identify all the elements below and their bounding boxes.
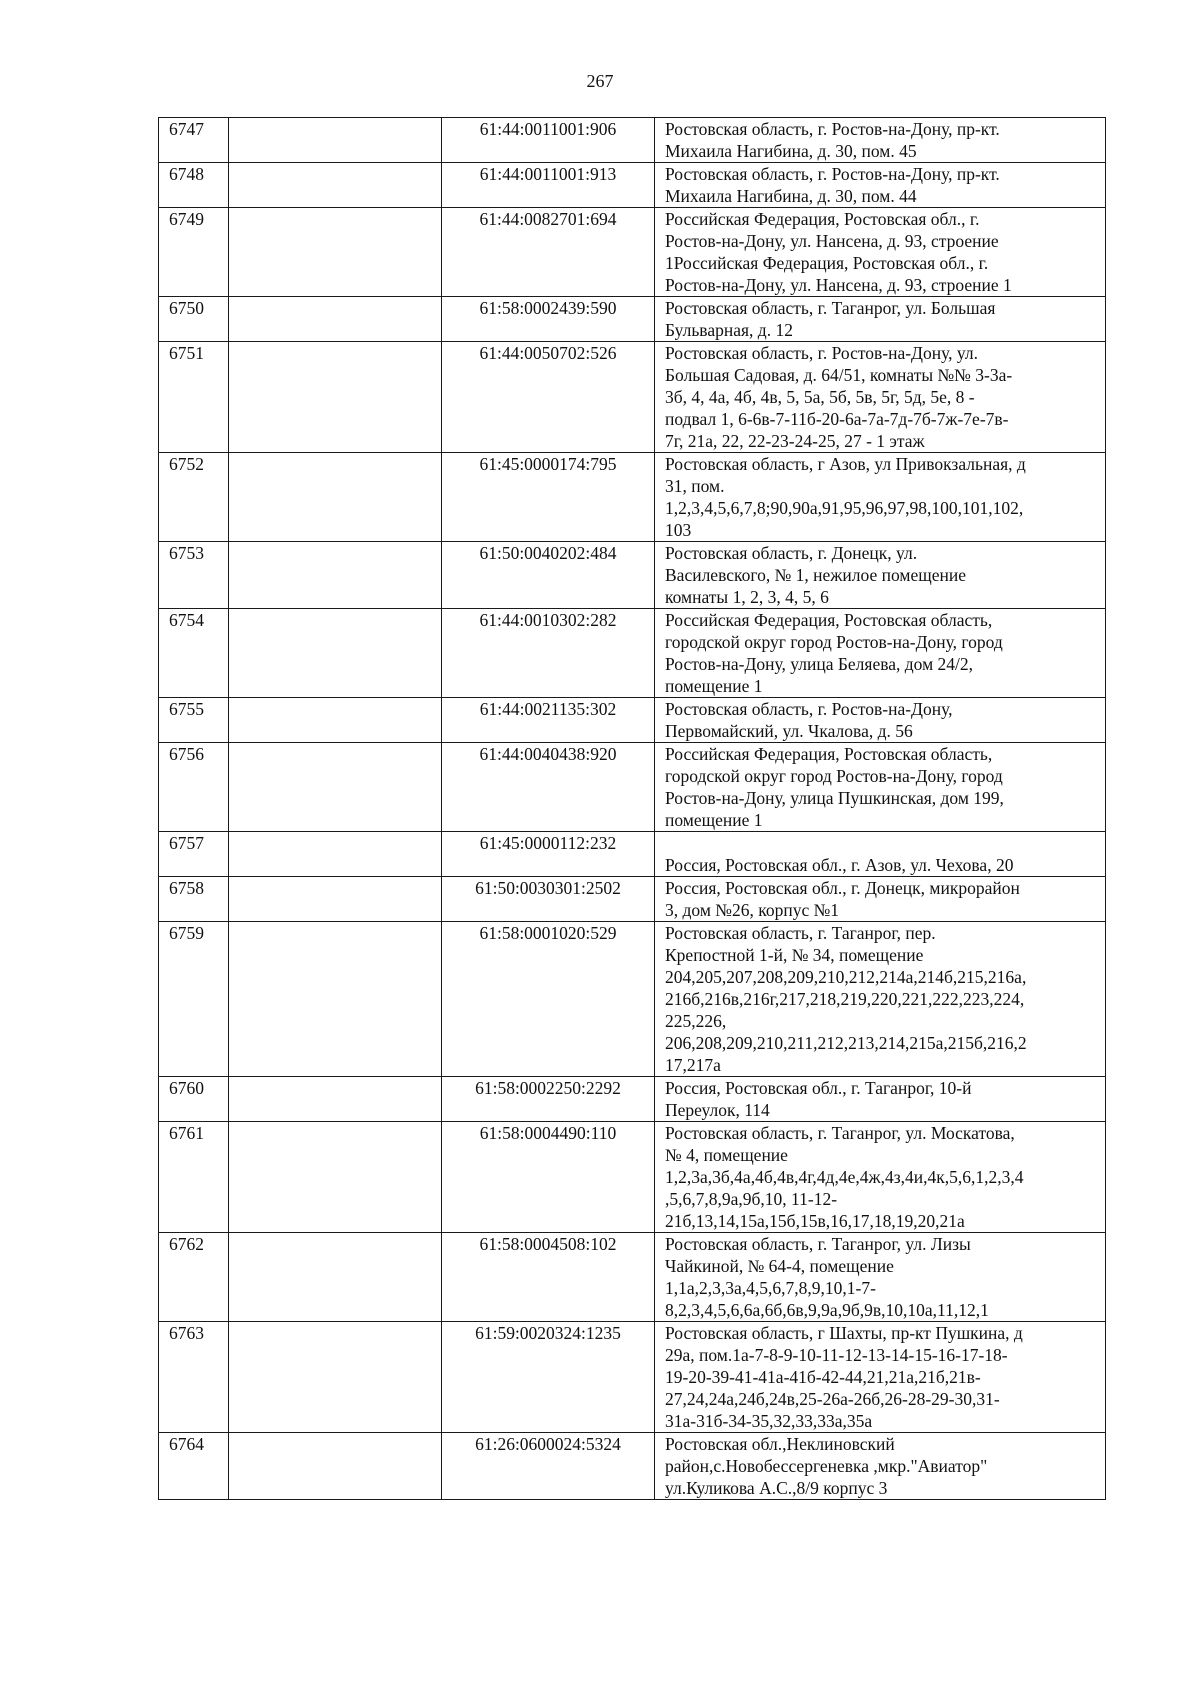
address-cell [655, 743, 1106, 832]
address-cell [655, 1122, 1106, 1233]
address-line: Ростов-на-Дону, ул. Нансена, д. 93, строение [665, 231, 999, 251]
address-line: городской округ город Ростов-на-Дону, город [665, 632, 1003, 652]
empty-cell [229, 877, 442, 922]
cadastral-number-cell: 61:45:0000112:232 [442, 832, 655, 877]
address-line: Ростовская область, г Азов, ул Привокзальная, д [665, 454, 1026, 474]
cadastral-number-cell: 61:58:0004490:110 [442, 1122, 655, 1233]
empty-cell [229, 743, 442, 832]
address-line: Ростовская область, г. Донецк, ул. [665, 543, 918, 563]
table-row [159, 208, 1106, 297]
table-row [159, 1077, 1106, 1122]
row-number-cell: 6750 [159, 297, 229, 342]
address-line: 7г, 21а, 22, 22-23-24-25, 27 - 1 этаж [665, 431, 925, 451]
row-number-cell: 6760 [159, 1077, 229, 1122]
address-line: Переулок, 114 [665, 1100, 770, 1120]
address-line: 1,2,3а,3б,4а,4б,4в,4г,4д,4е,4ж,4з,4и,4к,5,6,1,2,3,4 [665, 1167, 1024, 1187]
table-row [159, 922, 1106, 1077]
address-line: Российская Федерация, Ростовская обл., г. [665, 209, 980, 229]
empty-cell [229, 832, 442, 877]
table-row [159, 1122, 1106, 1233]
row-number-cell: 6751 [159, 342, 229, 453]
table-row [159, 609, 1106, 698]
address-line: Крепостной 1-й, № 34, помещение [665, 945, 924, 965]
address-cell [655, 877, 1106, 922]
address-line: Ростовская область, г. Ростов-на-Дону, ул. [665, 343, 978, 363]
cadastral-number-cell: 61:44:0050702:526 [442, 342, 655, 453]
address-line: Бульварная, д. 12 [665, 320, 793, 340]
address-line: ул.Куликова А.С.,8/9 корпус 3 [665, 1478, 888, 1498]
table-row [159, 1233, 1106, 1322]
address-line: Большая Садовая, д. 64/51, комнаты №№ 3-3а- [665, 365, 1013, 385]
row-number-cell: 6762 [159, 1233, 229, 1322]
empty-cell [229, 163, 442, 208]
address-cell [655, 542, 1106, 609]
address-line: Российская Федерация, Ростовская область, [665, 610, 993, 630]
row-number-cell: 6761 [159, 1122, 229, 1233]
address-line: Первомайский, ул. Чкалова, д. 56 [665, 721, 913, 741]
address-line: Ростовская область, г. Таганрог, ул. Большая [665, 298, 996, 318]
empty-cell [229, 542, 442, 609]
cadastral-number-cell: 61:50:0040202:484 [442, 542, 655, 609]
address-line: 103 [665, 520, 692, 540]
registry-table-body [159, 118, 1106, 1500]
row-number-cell: 6758 [159, 877, 229, 922]
address-line: 204,205,207,208,209,210,212,214а,214б,215,216а, [665, 967, 1027, 987]
address-line: 21б,13,14,15а,15б,15в,16,17,18,19,20,21а [665, 1211, 965, 1231]
address-line: Ростов-на-Дону, улица Пушкинская, дом 199, [665, 788, 1004, 808]
cadastral-number-cell: 61:58:0002439:590 [442, 297, 655, 342]
empty-cell [229, 1322, 442, 1433]
address-line: городской округ город Ростов-на-Дону, город [665, 766, 1003, 786]
address-cell [655, 698, 1106, 743]
address-line: Михаила Нагибина, д. 30, пом. 45 [665, 141, 917, 161]
address-line: район,с.Новобессергеневка ,мкр."Авиатор" [665, 1456, 988, 1476]
address-cell [655, 297, 1106, 342]
cadastral-number-cell: 61:44:0082701:694 [442, 208, 655, 297]
empty-cell [229, 342, 442, 453]
row-number-cell: 6752 [159, 453, 229, 542]
address-line: 1,1а,2,3,3а,4,5,6,7,8,9,10,1-7- [665, 1278, 876, 1298]
address-line: 17,217а [665, 1055, 721, 1075]
address-line: Ростовская область, г. Ростов-на-Дону, пр-кт. [665, 119, 1000, 139]
empty-cell [229, 1233, 442, 1322]
cadastral-number-cell: 61:58:0001020:529 [442, 922, 655, 1077]
cadastral-number-cell: 61:44:0040438:920 [442, 743, 655, 832]
empty-cell [229, 453, 442, 542]
address-cell [655, 453, 1106, 542]
cadastral-number-cell: 61:26:0600024:5324 [442, 1433, 655, 1500]
cadastral-number-cell: 61:58:0004508:102 [442, 1233, 655, 1322]
row-number-cell: 6749 [159, 208, 229, 297]
table-row [159, 453, 1106, 542]
address-line: Ростовская область, г. Таганрог, ул. Москатова, [665, 1123, 1015, 1143]
address-line: помещение 1 [665, 810, 763, 830]
address-cell [655, 922, 1106, 1077]
table-row [159, 297, 1106, 342]
address-line: Чайкиной, № 64-4, помещение [665, 1256, 894, 1276]
address-line: Россия, Ростовская обл., г. Азов, ул. Чехова, 20 [665, 855, 1014, 875]
address-cell [655, 208, 1106, 297]
address-line: 216б,216в,216г,217,218,219,220,221,222,223,224, [665, 989, 1025, 1009]
address-line: подвал 1, 6-6в-7-11б-20-6а-7а-7д-7б-7ж-7е-7в- [665, 409, 1009, 429]
address-line: Россия, Ростовская обл., г. Таганрог, 10-й [665, 1078, 972, 1098]
cadastral-number-cell: 61:44:0011001:913 [442, 163, 655, 208]
address-line: Ростовская обл.,Неклиновский [665, 1434, 895, 1454]
address-line: 206,208,209,210,211,212,213,214,215а,215б,216,2 [665, 1033, 1027, 1053]
cadastral-number-cell: 61:44:0011001:906 [442, 118, 655, 163]
table-row [159, 877, 1106, 922]
address-cell [655, 1077, 1106, 1122]
table-row [159, 163, 1106, 208]
address-line: Ростовская область, г. Таганрог, пер. [665, 923, 936, 943]
cadastral-number-cell: 61:59:0020324:1235 [442, 1322, 655, 1433]
empty-cell [229, 208, 442, 297]
address-cell [655, 1322, 1106, 1433]
cadastral-number-cell: 61:45:0000174:795 [442, 453, 655, 542]
address-cell [655, 1233, 1106, 1322]
address-line: 3, дом №26, корпус №1 [665, 900, 840, 920]
table-row [159, 1322, 1106, 1433]
address-cell [655, 832, 1106, 877]
address-line: № 4, помещение [665, 1145, 788, 1165]
row-number-cell: 6757 [159, 832, 229, 877]
table-row [159, 542, 1106, 609]
address-line: Ростовская область, г. Таганрог, ул. Лизы [665, 1234, 971, 1254]
address-line: 1,2,3,4,5,6,7,8;90,90а,91,95,96,97,98,100,101,102, [665, 498, 1024, 518]
row-number-cell: 6753 [159, 542, 229, 609]
address-line: Ростовская область, г Шахты, пр-кт Пушкина, д [665, 1323, 1023, 1343]
address-line: 3б, 4, 4а, 4б, 4в, 5, 5а, 5б, 5в, 5г, 5д, 5е, 8 - [665, 387, 975, 407]
empty-cell [229, 609, 442, 698]
table-row [159, 743, 1106, 832]
table-row [159, 832, 1106, 877]
empty-cell [229, 1077, 442, 1122]
empty-cell [229, 698, 442, 743]
cadastral-number-cell: 61:58:0002250:2292 [442, 1077, 655, 1122]
table-row [159, 342, 1106, 453]
row-number-cell: 6747 [159, 118, 229, 163]
row-number-cell: 6754 [159, 609, 229, 698]
address-cell [655, 118, 1106, 163]
row-number-cell: 6763 [159, 1322, 229, 1433]
address-line: 27,24,24а,24б,24в,25-26а-26б,26-28-29-30,31- [665, 1389, 1000, 1409]
table-row [159, 698, 1106, 743]
table-row [159, 118, 1106, 163]
cadastral-number-cell: 61:44:0021135:302 [442, 698, 655, 743]
row-number-cell: 6764 [159, 1433, 229, 1500]
property-registry-table [158, 117, 1106, 1500]
row-number-cell: 6756 [159, 743, 229, 832]
row-number-cell: 6755 [159, 698, 229, 743]
address-line: ,5,6,7,8,9а,9б,10, 11-12- [665, 1189, 838, 1209]
address-cell [655, 1433, 1106, 1500]
row-number-cell: 6748 [159, 163, 229, 208]
address-line: Россия, Ростовская обл., г. Донецк, микрорайон [665, 878, 1020, 898]
empty-cell [229, 1433, 442, 1500]
address-cell [655, 163, 1106, 208]
address-line: Ростов-на-Дону, улица Беляева, дом 24/2, [665, 654, 974, 674]
address-line: 8,2,3,4,5,6,6а,6б,6в,9,9а,9б,9в,10,10а,11,12,1 [665, 1300, 989, 1320]
address-line: 19-20-39-41-41а-41б-42-44,21,21а,21б,21в- [665, 1367, 981, 1387]
address-line: 29а, пом.1а-7-8-9-10-11-12-13-14-15-16-17-18- [665, 1345, 1008, 1365]
empty-cell [229, 297, 442, 342]
address-line: Ростовская область, г. Ростов-на-Дону, пр-кт. [665, 164, 1000, 184]
table-row [159, 1433, 1106, 1500]
address-line: Ростовская область, г. Ростов-на-Дону, [665, 699, 953, 719]
address-line: 31, пом. [665, 476, 725, 496]
address-line: 225,226, [665, 1011, 727, 1031]
cadastral-number-cell: 61:44:0010302:282 [442, 609, 655, 698]
address-line: 1Российская Федерация, Ростовская обл., г. [665, 253, 989, 273]
cadastral-number-cell: 61:50:0030301:2502 [442, 877, 655, 922]
address-line: Михаила Нагибина, д. 30, пом. 44 [665, 186, 917, 206]
address-line: Российская Федерация, Ростовская область, [665, 744, 993, 764]
empty-cell [229, 1122, 442, 1233]
empty-cell [229, 118, 442, 163]
address-line: Ростов-на-Дону, ул. Нансена, д. 93, строение 1 [665, 275, 1012, 295]
row-number-cell: 6759 [159, 922, 229, 1077]
address-line: Василевского, № 1, нежилое помещение [665, 565, 966, 585]
address-line: 31а-31б-34-35,32,33,33а,35а [665, 1411, 873, 1431]
empty-cell [229, 922, 442, 1077]
address-cell [655, 342, 1106, 453]
address-line: помещение 1 [665, 676, 763, 696]
address-cell [655, 609, 1106, 698]
page-number: 267 [586, 71, 614, 91]
address-line: комнаты 1, 2, 3, 4, 5, 6 [665, 587, 829, 607]
